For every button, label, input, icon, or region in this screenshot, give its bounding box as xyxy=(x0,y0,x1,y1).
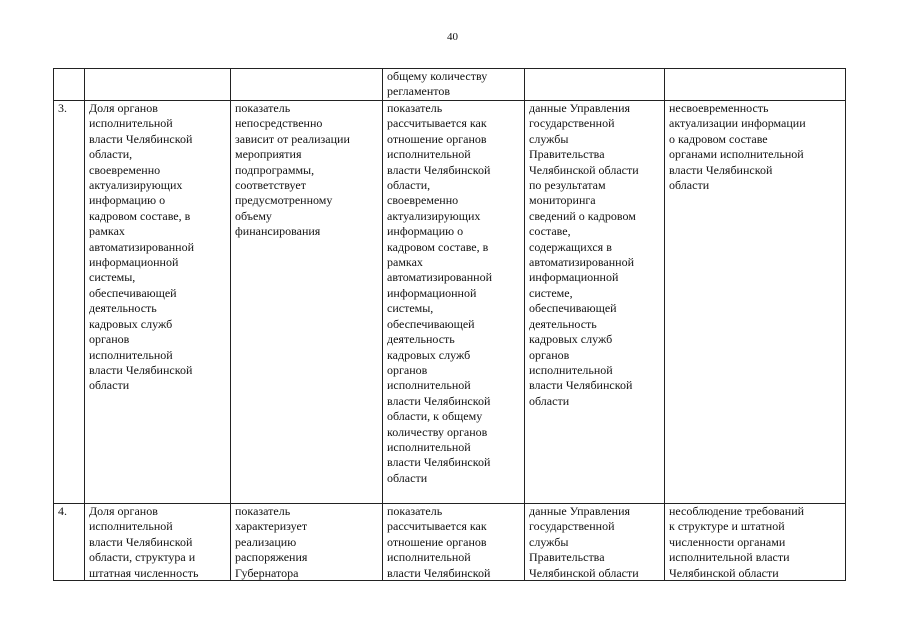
indicator-character-cell: показатель характеризует реализацию распоряжения Губернатора xyxy=(231,504,383,581)
data-source-cell: данные Управления государственной службы Правительства Челябинской области по результатам мониторинга сведений о кадровом составе, содержащихся в автоматизированной информационной системе, обеспечивающей деятельность кадровых служб органов исполнительной власти Челябинской области xyxy=(525,101,665,504)
row-number-cell xyxy=(54,69,85,101)
row-number-cell: 3. xyxy=(54,101,85,504)
table-row xyxy=(54,69,846,101)
indicator-name-cell xyxy=(85,69,231,101)
page-number: 40 xyxy=(447,31,458,43)
indicator-character-cell xyxy=(231,69,383,101)
risk-cell: несоблюдение требований к структуре и штатной численности органами исполнительной власти Челябинской области xyxy=(665,504,846,581)
indicator-name-cell: Доля органов исполнительной власти Челябинской области, структура и штатная численность xyxy=(85,504,231,581)
calculation-method-cell: показатель рассчитывается как отношение органов исполнительной власти Челябинской xyxy=(383,504,525,581)
risk-cell: несвоевременность актуализации информации о кадровом составе органами исполнительной власти Челябинской области xyxy=(665,101,846,504)
table-row xyxy=(54,101,846,504)
indicator-character-cell: показатель непосредственно зависит от реализации мероприятия подпрограммы, соответствует предусмотренному объему финансирования xyxy=(231,101,383,504)
indicator-table xyxy=(53,68,846,581)
table-row xyxy=(54,504,846,581)
risk-cell xyxy=(665,69,846,101)
calculation-method-cell: показатель рассчитывается как отношение органов исполнительной власти Челябинской области, своевременно актуализирующих информацию о кадровом составе, в рамках автоматизированной информационной системы, обеспечивающей деятельность кадровых служб органов исполнительной власти Челябинской области, к общему количеству органов исполнительной власти Челябинской области xyxy=(383,101,525,504)
data-source-cell xyxy=(525,69,665,101)
row-number-cell: 4. xyxy=(54,504,85,581)
calculation-method-cell: общему количеству регламентов xyxy=(383,69,525,101)
data-source-cell: данные Управления государственной службы Правительства Челябинской области xyxy=(525,504,665,581)
indicator-name-cell: Доля органов исполнительной власти Челябинской области, своевременно актуализирующих информацию о кадровом составе, в рамках автоматизированной информационной системы, обеспечивающей деятельность кадровых служб органов исполнительной власти Челябинской области xyxy=(85,101,231,504)
